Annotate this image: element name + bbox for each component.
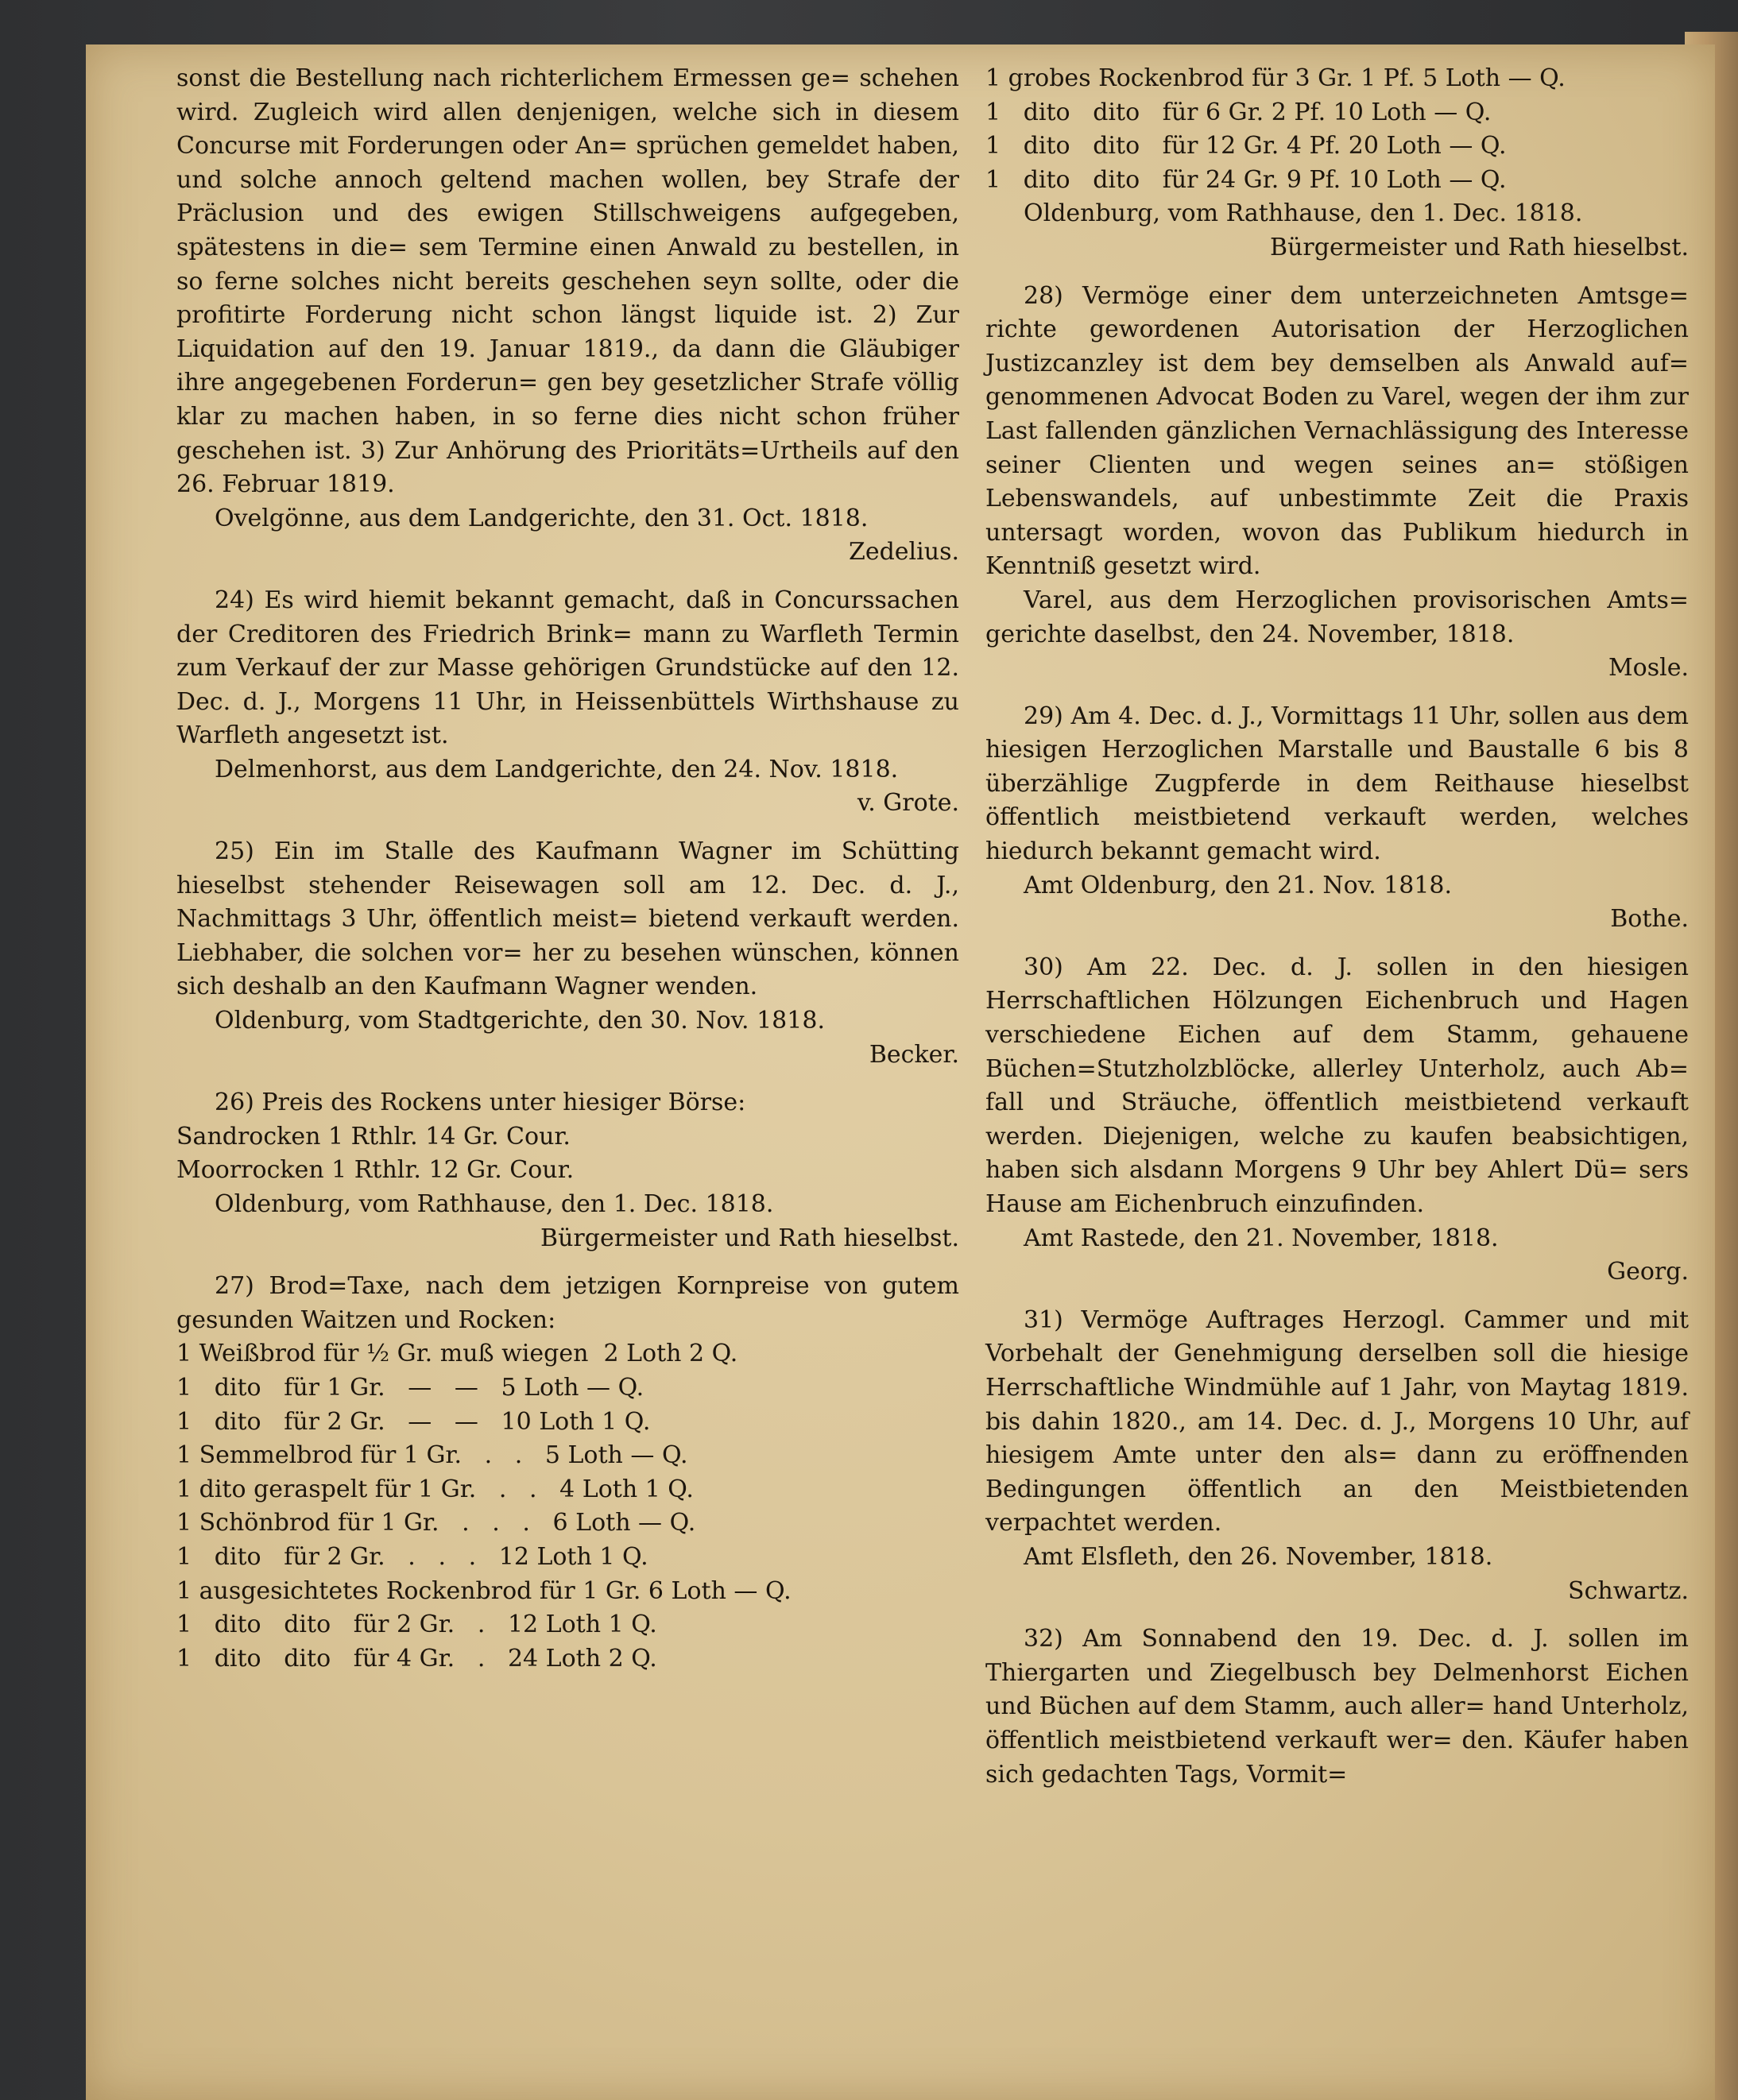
notice-32: 32) Am Sonnabend den 19. Dec. d. J. sollen im Thiergarten und Ziegelbusch bey Delmenhorst Eichen und Büchen auf dem Stamm, auch aller= hand Unterholz, öffentlich meistbietend verkauft wer= den. Käufer haben sich gedachten Tags, Vormit= bbox=[985, 1625, 1689, 1789]
notice-29-signature: Bothe. bbox=[1610, 905, 1689, 934]
notice-continuation: sonst die Bestellung nach richterlichem Ermessen ge= schehen wird. Zugleich wird allen denjenigen, welche sich in diesem Concurse mit Forderungen oder An= sprüchen gemeldet haben, und solche annoch geltend machen wollen, bey Strafe der Präclusion und des ewigen Stillschweigens aufgegeben, spätestens in die= sem Termine einen Anwald zu bestellen, in so ferne solches nicht bereits geschehen seyn sollte, oder die profitirte Forderung nicht schon längst liquide ist. 2) Zur Liquidation auf den 19. Januar 1819., da dann die Gläubiger ihre angegebenen Forderun= gen bey gesetzlicher Strafe völlig klar zu machen haben, in so ferne dies nicht schon früher geschehen ist. 3) Zur Anhörung des Prioritäts=Urtheils auf den 26. Februar 1819. bbox=[176, 64, 959, 499]
notice-31: 31) Vermöge Auftrages Herzogl. Cammer und mit Vorbehalt der Genehmigung derselben soll die hiesige Herrschaftliche Windmühle auf 1 Jahr, von Maytag 1819. bis dahin 1820., am 14. Dec. d. J., Morgens 10 Uhr, auf hiesigem Amte unter den als= dann zu eröffnenden Bedingungen öffentlich an den Meistbietenden verpachtet werden. bbox=[985, 1305, 1689, 1537]
notice-30: 30) Am 22. Dec. d. J. sollen in den hiesigen Herrschaftlichen Hölzungen Eichenbruch und Hagen verschiedene Eichen auf dem Stamm, gehauene Büchen=Stutzholzblöcke, allerley Unterholz, auch Ab= fall und Sträuche, öffentlich meistbietend verkauft werden. Diejenigen, welche zu kaufen beabsichtigen, haben sich alsdann Morgens 9 Uhr bey Ahlert Dü= sers Hause am Eichenbruch einzufinden. bbox=[985, 953, 1689, 1218]
notice-26-line: Sandrocken 1 Rthlr. 14 Gr. Cour. bbox=[176, 1122, 571, 1151]
bread-price-row: 1 dito für 1 Gr. — — 5 Loth — Q. bbox=[176, 1373, 644, 1402]
bread-price-row: 1 Schönbrod für 1 Gr. . . . 6 Loth — Q. bbox=[176, 1509, 696, 1537]
notice-place-date: Ovelgönne, aus dem Landgerichte, den 31. Oct. 1818. bbox=[215, 504, 869, 532]
right-column bbox=[985, 62, 1689, 1792]
notice-27-place-date: Oldenburg, vom Rathhause, den 1. Dec. 1818. bbox=[1024, 199, 1583, 228]
notice-31-place-date: Amt Elsfleth, den 26. November, 1818. bbox=[1024, 1542, 1493, 1571]
bread-price-row: 1 dito dito für 6 Gr. 2 Pf. 10 Loth — Q. bbox=[985, 98, 1492, 126]
notice-29: 29) Am 4. Dec. d. J., Vormittags 11 Uhr, sollen aus dem hiesigen Herzoglichen Marstalle und Baustalle 6 bis 8 überzählige Zugpferde in dem Reithause hieselbst öffentlich meistbietend verkauft werden, welches hiedurch bekannt gemacht wird. bbox=[985, 702, 1689, 866]
notice-26-line: Moorrocken 1 Rthlr. 12 Gr. Cour. bbox=[176, 1156, 575, 1185]
notice-signature: Zedelius. bbox=[849, 538, 959, 567]
notice-26-signature: Bürgermeister und Rath hieselbst. bbox=[540, 1224, 959, 1252]
bread-price-row: 1 dito dito für 4 Gr. . 24 Loth 2 Q. bbox=[176, 1644, 657, 1673]
bread-price-row: 1 ausgesichtetes Rockenbrod für 1 Gr. 6 Loth — Q. bbox=[176, 1576, 792, 1605]
notice-30-place-date: Amt Rastede, den 21. November, 1818. bbox=[1024, 1224, 1499, 1252]
notice-24-place-date: Delmenhorst, aus dem Landgerichte, den 24. Nov. 1818. bbox=[215, 755, 899, 783]
bread-price-row: 1 Weißbrod für ½ Gr. muß wiegen 2 Loth 2 Q. bbox=[176, 1340, 738, 1368]
bread-price-row: 1 dito dito für 2 Gr. . 12 Loth 1 Q. bbox=[176, 1611, 657, 1639]
notice-31-signature: Schwartz. bbox=[1568, 1576, 1689, 1605]
notice-25-place-date: Oldenburg, vom Stadtgerichte, den 30. Nov. 1818. bbox=[215, 1007, 825, 1035]
notice-30-signature: Georg. bbox=[1607, 1258, 1689, 1286]
notice-26-heading: 26) Preis des Rockens unter hiesiger Börse: bbox=[215, 1089, 746, 1117]
notice-25-signature: Becker. bbox=[869, 1040, 959, 1069]
notice-27-signature: Bürgermeister und Rath hieselbst. bbox=[1270, 233, 1689, 261]
notice-29-place-date: Amt Oldenburg, den 21. Nov. 1818. bbox=[1024, 871, 1453, 899]
bread-price-row: 1 dito für 2 Gr. — — 10 Loth 1 Q. bbox=[176, 1407, 651, 1436]
bread-price-row: 1 dito für 2 Gr. . . . 12 Loth 1 Q. bbox=[176, 1542, 648, 1571]
notice-27-heading: 27) Brod=Taxe, nach dem jetzigen Kornpreise von gutem gesunden Waitzen und Rocken: bbox=[176, 1272, 959, 1334]
bread-price-row: 1 dito dito für 12 Gr. 4 Pf. 20 Loth — Q. bbox=[985, 132, 1507, 160]
bread-price-row: 1 dito geraspelt für 1 Gr. . . 4 Loth 1 Q. bbox=[176, 1475, 694, 1503]
bread-price-row: 1 grobes Rockenbrod für 3 Gr. 1 Pf. 5 Loth — Q. bbox=[985, 64, 1566, 92]
notice-25: 25) Ein im Stalle des Kaufmann Wagner im Schütting hieselbst stehender Reisewagen soll am 12. Dec. d. J., Nachmittags 3 Uhr, öffentlich meist= bietend verkauft werden. Liebhaber, die solchen vor= her zu besehen wünschen, können sich deshalb an den Kaufmann Wagner wenden. bbox=[176, 837, 959, 1001]
notice-28-place-date: Varel, aus dem Herzoglichen provisorischen Amts= gerichte daselbst, den 24. November, 1818. bbox=[985, 586, 1689, 648]
bread-price-row: 1 dito dito für 24 Gr. 9 Pf. 10 Loth — Q. bbox=[985, 165, 1507, 194]
bread-price-row: 1 Semmelbrod für 1 Gr. . . 5 Loth — Q. bbox=[176, 1441, 688, 1470]
notice-28: 28) Vermöge einer dem unterzeichneten Amtsge= richte gewordenen Autorisation der Herzoglichen Justizcanzley ist dem bey demselben als Anwald auf= genommenen Advocat Boden zu Varel, wegen der ihm zur Last fallenden gänzlichen Vernachlässigung des Interesse seiner Clienten und wegen seines an= stößigen Lebenswandels, auf unbestimmte Zeit die Praxis untersagt worden, wovon das Publikum hiedurch in Kenntniß gesetzt wird. bbox=[985, 281, 1689, 581]
left-column bbox=[176, 62, 959, 1676]
notice-24-signature: v. Grote. bbox=[857, 789, 959, 818]
notice-26-place-date: Oldenburg, vom Rathhause, den 1. Dec. 1818. bbox=[215, 1190, 774, 1218]
notice-28-signature: Mosle. bbox=[1608, 654, 1689, 683]
notice-24: 24) Es wird hiemit bekannt gemacht, daß in Concurssachen der Creditoren des Friedrich Brink= mann zu Warfleth Termin zum Verkauf der zur Masse gehörigen Grundstücke auf den 12. Dec. d. J., Morgens 11 Uhr, in Heissenbüttels Wirthshause zu Warfleth angesetzt ist. bbox=[176, 586, 959, 750]
